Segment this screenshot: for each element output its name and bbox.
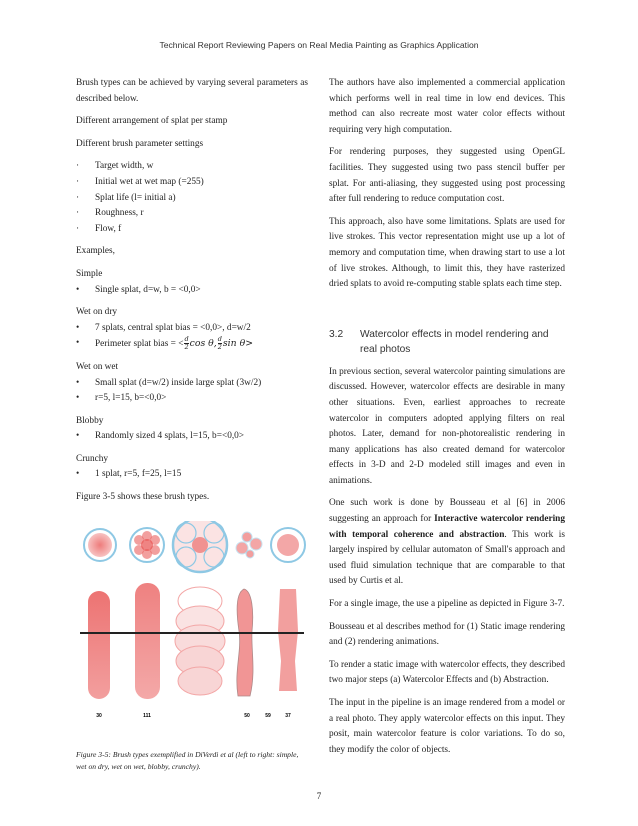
body-paragraph: This approach, also have some limitations. Splats are used for live strokes. This vector representation might use up a lot of memory and computation time, when drawing start to use a lot of live strokes. Although, to limit this, they have rasterized dried splats to avoid re-computing stable splats each time step. bbox=[329, 216, 565, 290]
list-item: · Flow, f bbox=[76, 223, 122, 234]
list-item: · Initial wet at wet map (=255) bbox=[76, 176, 204, 187]
example-title: Simple bbox=[76, 268, 103, 279]
list-item: • Perimeter splat bias = < $\frac{d}{2}$ cos θ, $\frac{d}{2}$ sin θ> bbox=[76, 335, 253, 352]
body-paragraph: For a single image, the use a pipeline as depicted in Figure 3-7. bbox=[329, 599, 565, 610]
body-paragraph: To render a static image with watercolor effects, they described two major steps (a) Watercolor Effects and (b) Abstraction. bbox=[329, 659, 565, 686]
body-paragraph: The input in the pipeline is an image rendered from a model or a real photo. They apply watercolor effects on this input. They posit, main watercolor feature is color variations. To do so, they modify the color of objects. bbox=[329, 698, 565, 755]
example-wet-on-dry bbox=[76, 305, 308, 353]
page-number: 7 bbox=[316, 791, 322, 801]
examples-label: Examples, bbox=[76, 246, 115, 257]
perimeter-bias-formula: $\frac{d}{2}$ cos θ, $\frac{d}{2}$ sin θ> bbox=[184, 335, 253, 352]
list-item: • r=5, l=15, b=<0,0> bbox=[76, 393, 167, 404]
body-paragraph: In previous section, several watercolor painting simulations are discussed. However, watercolor effects are desirable in many other situations. Even, earliest approaches to recreate watercolor in computers adopted applying filters on real photos. Later, demand for non-photorealistic rendering in many applications has also created demand for watercolor effects in 3-D and 2-D modeled still images and even in animations. bbox=[329, 366, 565, 486]
body-paragraph: For rendering purposes, they suggested using OpenGL facilities. They suggested using two pass stencil buffer per splat. For anti-aliasing, they suggested using post processing after full rendering to reduce computation cost. bbox=[329, 147, 565, 205]
blobby-stamp bbox=[236, 532, 262, 558]
figure-label: 37 bbox=[285, 712, 291, 719]
list-item: • Single splat, d=w, b = <0,0> bbox=[76, 284, 201, 295]
list-item: · Splat life (l= initial a) bbox=[76, 192, 176, 203]
figure-caption: Figure 3-5: Brush types exemplified in DiVerdi et al (left to right: simple, wet on dry, wet on wet, blobby, crunchy). bbox=[76, 750, 299, 771]
example-crunchy bbox=[76, 452, 308, 483]
left-column bbox=[76, 76, 308, 772]
example-title: Blobby bbox=[76, 415, 104, 426]
example-title: Wet on wet bbox=[76, 361, 119, 372]
figure-label: 30 bbox=[96, 712, 102, 719]
list-item: • 7 splats, central splat bias = <0,0>, d=w/2 bbox=[76, 322, 251, 333]
list-item: • Small splat (d=w/2) inside large splat (3w/2) bbox=[76, 377, 262, 388]
list-item: • 1 splat, r=5, f=25, l=15 bbox=[76, 469, 182, 480]
simple-stamp bbox=[84, 529, 116, 561]
crunchy-stroke bbox=[278, 589, 298, 691]
blobby-stroke bbox=[237, 589, 253, 696]
body-paragraph: The authors have also implemented a commercial application which performs well in real time in low end devices. This method can also recreate most water color effects without requiring very high computation. bbox=[329, 78, 565, 135]
wet-on-wet-stroke bbox=[175, 587, 225, 695]
wet-on-dry-stroke bbox=[135, 583, 160, 699]
right-column bbox=[329, 76, 565, 765]
brush-types-figure bbox=[76, 521, 308, 721]
body-paragraph: Bousseau et al describes method for (1) Static image rendering and (2) rendering animations. bbox=[329, 621, 565, 648]
brush-settings-line: Different brush parameter settings bbox=[76, 138, 204, 149]
list-item: · Roughness, r bbox=[76, 208, 144, 219]
figure-label: 111 bbox=[143, 712, 151, 719]
list-item: • Randomly sized 4 splats, l=15, b=<0,0> bbox=[76, 431, 245, 442]
body-paragraph: One such work is done by Bousseau et al [6] in 2006 suggesting an approach for Interactive watercolor rendering with temporal coherence and abstraction. This work is largely inspired by cellular automaton of Small's approach and used fluid simulation technique that are comparable to that used by Curtis et al. bbox=[329, 498, 565, 587]
wet-on-wet-stamp bbox=[173, 521, 227, 572]
section-heading bbox=[329, 327, 565, 357]
parameter-list bbox=[76, 159, 308, 237]
figure-intro: Figure 3-5 shows these brush types. bbox=[76, 492, 210, 503]
example-title: Wet on dry bbox=[76, 307, 118, 318]
splat-arrangement-line: Different arrangement of splat per stamp bbox=[76, 116, 228, 127]
section-number: 3.2 bbox=[329, 328, 344, 340]
example-blobby bbox=[76, 414, 308, 445]
example-title: Crunchy bbox=[76, 453, 109, 464]
figure-label: 50 bbox=[244, 712, 250, 719]
section-title: Watercolor effects in model rendering and real photos bbox=[360, 328, 549, 355]
example-simple bbox=[76, 267, 308, 298]
running-header: Technical Report Reviewing Papers on Real Media Painting as Graphics Application bbox=[159, 40, 479, 50]
intro-paragraph: Brush types can be achieved by varying several parameters as described below. bbox=[76, 78, 308, 104]
bold-paper-title: Interactive watercolor rendering with temporal coherence and abstraction bbox=[329, 514, 565, 540]
figure-label: 59 bbox=[265, 712, 271, 719]
wet-on-dry-stamp bbox=[130, 528, 164, 562]
example-wet-on-wet bbox=[76, 360, 308, 407]
simple-stroke bbox=[88, 591, 110, 699]
crunchy-stamp bbox=[271, 528, 305, 562]
list-item: · Target width, w bbox=[76, 161, 154, 172]
